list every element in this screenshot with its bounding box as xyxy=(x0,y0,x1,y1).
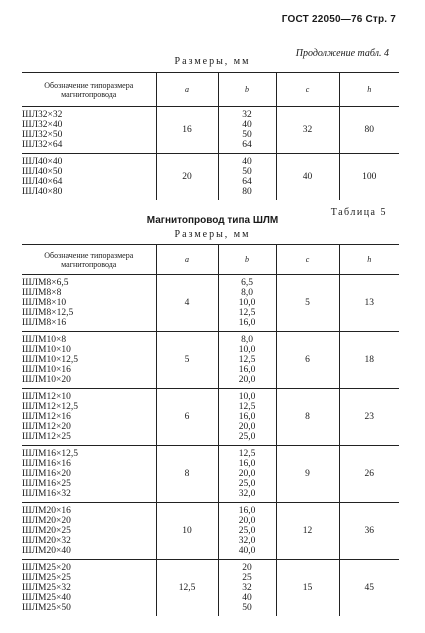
designation-name: ШЛ40×80 xyxy=(22,187,63,197)
designation-name: ШЛМ10×20 xyxy=(22,375,71,385)
designation-name: ШЛМ10×12,5 xyxy=(22,355,78,365)
value-c: 40 xyxy=(276,154,339,201)
value-a: 12,5 xyxy=(156,560,218,617)
table-row xyxy=(22,332,399,389)
values-b-cell xyxy=(218,154,276,201)
value-b: 40 xyxy=(242,593,252,603)
value-c: 15 xyxy=(276,560,339,617)
designation-name: ШЛМ10×8 xyxy=(22,335,67,345)
value-c: 9 xyxy=(276,446,339,503)
value-h: 100 xyxy=(339,154,399,201)
designation-cell xyxy=(22,332,156,389)
value-c: 32 xyxy=(276,107,339,154)
designation-name: ШЛМ20×16 xyxy=(22,506,71,516)
value-b: 80 xyxy=(242,187,252,197)
designation-name: ШЛ32×40 xyxy=(22,120,63,130)
value-b: 10,0 xyxy=(238,392,256,402)
designation-name: ШЛМ20×25 xyxy=(22,526,71,536)
designation-cell xyxy=(22,560,156,617)
value-b: 8,0 xyxy=(241,288,253,298)
page-header: ГОСТ 22050—76 Стр. 7 xyxy=(281,14,396,25)
value-b: 64 xyxy=(242,177,252,187)
designation-cell xyxy=(22,446,156,503)
value-b: 20,0 xyxy=(238,375,256,385)
value-b: 32 xyxy=(242,110,252,120)
designation-name: ШЛМ8×16 xyxy=(22,318,67,328)
value-b: 40 xyxy=(242,120,252,130)
designation-name: ШЛМ20×20 xyxy=(22,516,71,526)
designation-name: ШЛ40×64 xyxy=(22,177,63,187)
value-a: 8 xyxy=(156,446,218,503)
value-a: 5 xyxy=(156,332,218,389)
value-c: 8 xyxy=(276,389,339,446)
value-c: 6 xyxy=(276,332,339,389)
value-a: 6 xyxy=(156,389,218,446)
designation-name: ШЛМ16×16 xyxy=(22,459,71,469)
header-h: h xyxy=(339,245,399,275)
table1-caption: Размеры, мм xyxy=(174,56,251,67)
value-b: 16,0 xyxy=(238,318,256,328)
value-b: 10,0 xyxy=(238,298,256,308)
value-b: 40 xyxy=(242,157,252,167)
value-b: 32 xyxy=(242,583,252,593)
designation-name: ШЛМ16×32 xyxy=(22,489,71,499)
value-a: 16 xyxy=(156,107,218,154)
value-b: 20 xyxy=(242,563,252,573)
value-b: 25,0 xyxy=(238,432,256,442)
value-b: 12,5 xyxy=(238,449,256,459)
designation-cell xyxy=(22,275,156,332)
value-a: 4 xyxy=(156,275,218,332)
dimensions-table-4 xyxy=(22,72,399,200)
designation-name: ШЛМ16×12,5 xyxy=(22,449,78,459)
designation-name: ШЛМ25×32 xyxy=(22,583,71,593)
table-row xyxy=(22,560,399,617)
designation-name: ШЛ40×50 xyxy=(22,167,63,177)
value-b: 16,0 xyxy=(238,506,256,516)
values-b-cell xyxy=(218,275,276,332)
designation-name: ШЛМ10×10 xyxy=(22,345,71,355)
value-h: 13 xyxy=(339,275,399,332)
value-b: 16,0 xyxy=(238,412,256,422)
value-b: 20,0 xyxy=(238,469,256,479)
values-b-cell xyxy=(218,389,276,446)
designation-name: ШЛМ12×25 xyxy=(22,432,71,442)
designation-name: ШЛ32×32 xyxy=(22,110,63,120)
header-designation: Обозначение типоразмера магнитопровода xyxy=(22,73,156,107)
header-b: b xyxy=(218,73,276,107)
designation-name: ШЛМ25×40 xyxy=(22,593,71,603)
value-b: 6,5 xyxy=(241,278,253,288)
value-a: 10 xyxy=(156,503,218,560)
table-subtitle: Магнитопровод типа ШЛМ xyxy=(146,215,279,226)
value-b: 50 xyxy=(242,167,252,177)
designation-cell xyxy=(22,389,156,446)
value-b: 20,0 xyxy=(238,516,256,526)
designation-name: ШЛМ16×20 xyxy=(22,469,71,479)
value-h: 18 xyxy=(339,332,399,389)
designation-name: ШЛМ12×12,5 xyxy=(22,402,78,412)
designation-name: ШЛМ8×6,5 xyxy=(22,278,69,288)
value-h: 23 xyxy=(339,389,399,446)
value-b: 16,0 xyxy=(238,459,256,469)
designation-name: ШЛ40×40 xyxy=(22,157,63,167)
value-h: 80 xyxy=(339,107,399,154)
designation-name: ШЛМ16×25 xyxy=(22,479,71,489)
table-row xyxy=(22,389,399,446)
value-b: 32,0 xyxy=(238,536,256,546)
value-a: 20 xyxy=(156,154,218,201)
designation-name: ШЛМ8×8 xyxy=(22,288,62,298)
header-a: a xyxy=(156,73,218,107)
values-b-cell xyxy=(218,107,276,154)
value-h: 26 xyxy=(339,446,399,503)
table-row xyxy=(22,446,399,503)
value-b: 8,0 xyxy=(241,335,253,345)
value-b: 25 xyxy=(242,573,252,583)
value-c: 5 xyxy=(276,275,339,332)
values-b-cell xyxy=(218,446,276,503)
designation-name: ШЛМ12×20 xyxy=(22,422,71,432)
table2-caption: Размеры, мм xyxy=(174,229,251,240)
designation-cell xyxy=(22,154,156,201)
values-b-cell xyxy=(218,560,276,617)
value-b: 50 xyxy=(242,603,252,613)
header-h: h xyxy=(339,73,399,107)
value-h: 36 xyxy=(339,503,399,560)
values-b-cell xyxy=(218,503,276,560)
value-b: 50 xyxy=(242,130,252,140)
designation-cell xyxy=(22,503,156,560)
header-c: c xyxy=(276,245,339,275)
value-b: 25,0 xyxy=(238,479,256,489)
header-b: b xyxy=(218,245,276,275)
value-h: 45 xyxy=(339,560,399,617)
value-b: 40,0 xyxy=(238,546,256,556)
header-designation: Обозначение типоразмера магнитопровода xyxy=(22,245,156,275)
value-b: 10,0 xyxy=(238,345,256,355)
value-b: 64 xyxy=(242,140,252,150)
value-b: 12,5 xyxy=(238,308,256,318)
designation-name: ШЛ32×50 xyxy=(22,130,63,140)
designation-name: ШЛМ25×25 xyxy=(22,573,71,583)
value-b: 25,0 xyxy=(238,526,256,536)
value-b: 12,5 xyxy=(238,402,256,412)
header-a: a xyxy=(156,245,218,275)
designation-name: ШЛМ10×16 xyxy=(22,365,71,375)
table-number: Таблица 5 xyxy=(330,207,387,218)
value-c: 12 xyxy=(276,503,339,560)
value-b: 32,0 xyxy=(238,489,256,499)
value-b: 12,5 xyxy=(238,355,256,365)
designation-name: ШЛМ25×20 xyxy=(22,563,71,573)
designation-name: ШЛМ12×10 xyxy=(22,392,71,402)
table-continuation-note: Продолжение табл. 4 xyxy=(295,48,389,59)
dimensions-table-5 xyxy=(22,244,399,616)
designation-name: ШЛМ25×50 xyxy=(22,603,71,613)
values-b-cell xyxy=(218,332,276,389)
designation-name: ШЛ32×64 xyxy=(22,140,63,150)
designation-name: ШЛМ20×32 xyxy=(22,536,71,546)
table-row xyxy=(22,154,399,201)
designation-name: ШЛМ12×16 xyxy=(22,412,71,422)
table-row xyxy=(22,107,399,154)
designation-name: ШЛМ8×10 xyxy=(22,298,67,308)
designation-name: ШЛМ20×40 xyxy=(22,546,71,556)
designation-cell xyxy=(22,107,156,154)
table-row xyxy=(22,275,399,332)
value-b: 20,0 xyxy=(238,422,256,432)
header-c: c xyxy=(276,73,339,107)
designation-name: ШЛМ8×12,5 xyxy=(22,308,74,318)
table-row xyxy=(22,503,399,560)
value-b: 16,0 xyxy=(238,365,256,375)
